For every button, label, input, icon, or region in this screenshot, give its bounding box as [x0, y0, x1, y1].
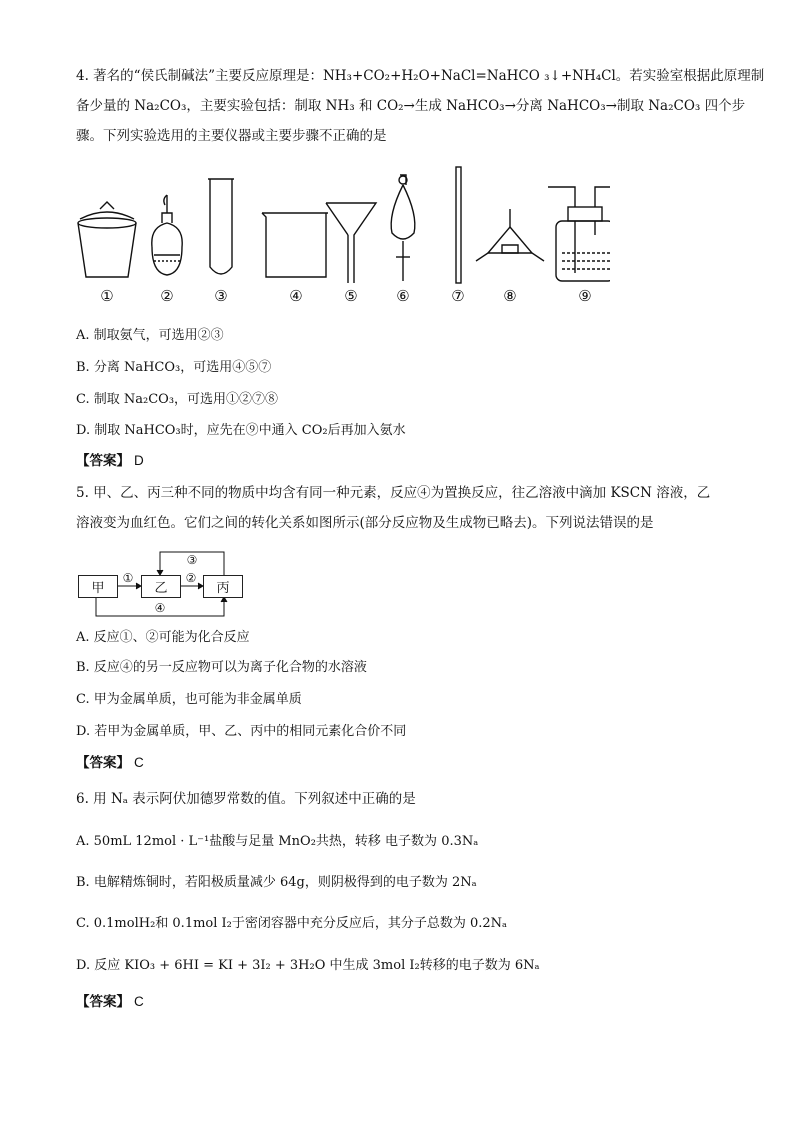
q4-stem-line-1: 4. 著名的“侯氏制碱法”主要反应原理是：NH₃+CO₂+H₂O+NaCl=NaHCO ₃↓+NH₄Cl。若实验室根据此原理制 — [76, 68, 765, 84]
q4-option-a: A. 制取氨气，可选用②③ — [76, 328, 224, 343]
apparatus-label-9: ⑨ — [578, 287, 592, 305]
answer-value: C — [134, 755, 144, 770]
apparatus-label-1: ① — [100, 287, 114, 305]
q5-option-d: D. 若甲为金属单质，甲、乙、丙中的相同元素化合价不同 — [76, 724, 407, 739]
q4-option-c: C. 制取 Na₂CO₃，可选用①②⑦⑧ — [76, 392, 279, 407]
q5-stem-line-1: 5. 甲、乙、丙三种不同的物质中均含有同一种元素，反应④为置换反应，往乙溶液中滴加 KSCN 溶液，乙 — [76, 485, 711, 501]
apparatus-label-2: ② — [160, 287, 174, 305]
lab-apparatus-figure — [70, 165, 610, 307]
q4-stem-line-3: 骤。下列实验选用的主要仪器或主要步骤不正确的是 — [76, 128, 387, 144]
q5-answer — [76, 753, 144, 773]
answer-tag: 【答案】 — [76, 994, 130, 1010]
q4-answer — [76, 451, 144, 471]
crucible-icon — [78, 202, 136, 277]
arrow-label-3: ③ — [186, 553, 198, 567]
q4-stem-line-2: 备少量的 Na₂CO₃，主要实验包括：制取 NH₃ 和 CO₂→生成 NaHCO₃→分离 NaHCO₃→制取 Na₂CO₃ 四个步 — [76, 98, 746, 114]
q5-option-b: B. 反应④的另一反应物可以为离子化合物的水溶液 — [76, 660, 367, 675]
q6-option-d: D. 反应 KIO₃ + 6HI = KI + 3I₂ + 3H₂O 中生成 3mol I₂转移的电子数为 6Nₐ — [76, 958, 540, 973]
q5-option-a: A. 反应①、②可能为化合反应 — [76, 630, 250, 645]
arrow-label-1: ① — [122, 571, 134, 585]
q6-answer — [76, 992, 144, 1012]
separatory-funnel-icon — [391, 175, 415, 281]
answer-tag: 【答案】 — [76, 755, 130, 771]
node-bing: 丙 — [203, 575, 243, 598]
apparatus-label-5: ⑤ — [344, 287, 358, 305]
q4-option-d: D. 制取 NaHCO₃时，应先在⑨中通入 CO₂后再加入氨水 — [76, 423, 406, 438]
q4-option-b: B. 分离 NaHCO₃，可选用④⑤⑦ — [76, 360, 272, 375]
arrow-label-2: ② — [185, 571, 197, 585]
q5-option-c: C. 甲为金属单质，也可能为非金属单质 — [76, 692, 302, 707]
answer-value: D — [134, 453, 144, 468]
q6-option-c: C. 0.1molH₂和 0.1mol I₂于密闭容器中充分反应后，其分子总数为 0.2Nₐ — [76, 916, 508, 931]
apparatus-label-8: ⑧ — [503, 287, 517, 305]
q6-stem: 6. 用 Nₐ 表示阿伏加德罗常数的值。下列叙述中正确的是 — [76, 791, 416, 807]
alcohol-lamp-icon — [152, 195, 182, 275]
apparatus-label-7: ⑦ — [451, 287, 465, 305]
q5-stem-line-2: 溶液变为血红色。它们之间的转化关系如图所示(部分反应物及生成物已略去)。下列说法错误的是 — [76, 515, 654, 531]
q6-option-a: A. 50mL 12mol · L⁻¹盐酸与足量 MnO₂共热，转移 电子数为 0.3Nₐ — [76, 834, 479, 849]
q6-option-b: B. 电解精炼铜时，若阳极质量减少 64g，则阴极得到的电子数为 2Nₐ — [76, 875, 477, 890]
answer-value: C — [134, 994, 144, 1009]
arrow-label-4: ④ — [154, 601, 166, 615]
answer-tag: 【答案】 — [76, 453, 130, 469]
gas-washing-bottle-icon — [548, 187, 610, 281]
clay-triangle-icon — [476, 209, 544, 261]
node-yi: 乙 — [141, 575, 181, 598]
apparatus-label-3: ③ — [214, 287, 228, 305]
beaker-icon — [262, 213, 328, 277]
test-tube-icon — [208, 179, 234, 274]
funnel-icon — [326, 203, 376, 283]
apparatus-label-4: ④ — [289, 287, 303, 305]
node-jia: 甲 — [78, 575, 118, 598]
apparatus-label-6: ⑥ — [396, 287, 410, 305]
reaction-scheme — [74, 546, 274, 622]
glass-rod-icon — [456, 167, 461, 283]
